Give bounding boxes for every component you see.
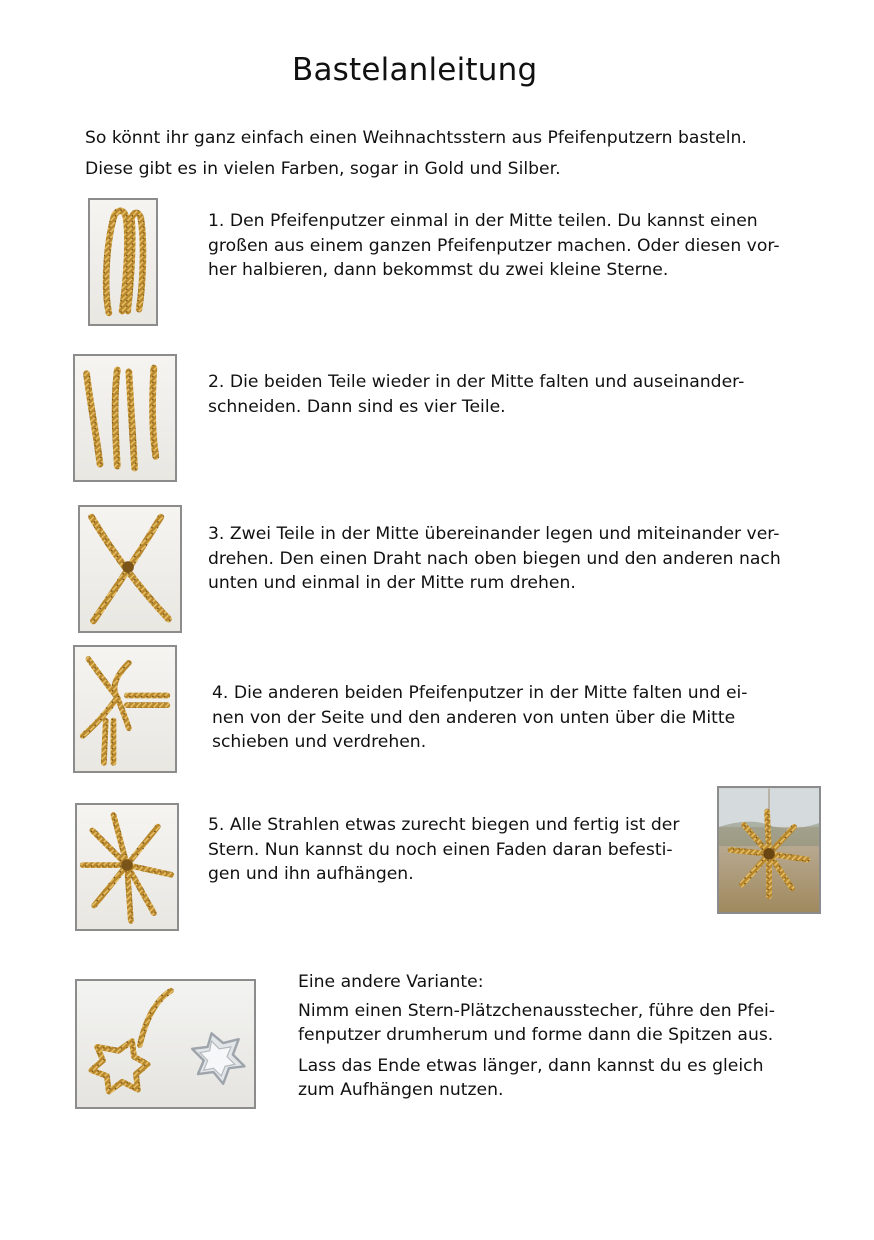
intro-line: So könnt ihr ganz einfach einen Weihnachtsstern aus Pfeifenputzern basteln. — [85, 128, 747, 148]
page-title: Bastelanleitung — [292, 52, 538, 88]
step-1-photo — [88, 198, 158, 326]
step-5-text — [208, 813, 679, 887]
variant-text — [298, 970, 775, 1103]
intro-line: Diese gibt es in vielen Farben, sogar in Gold und Silber. — [85, 158, 561, 179]
step-line: 4. Die anderen beiden Pfeifenputzer in der Mitte falten und ei- — [212, 683, 748, 703]
step-4-photo — [73, 645, 177, 773]
variant-heading: Eine andere Variante: — [298, 972, 484, 992]
step-line: 2. Die beiden Teile wieder in der Mitte falten und auseinander- — [208, 372, 745, 392]
step-5-photo — [75, 803, 179, 931]
variant-line: Lass das Ende etwas länger, dann kannst du es gleich — [298, 1055, 764, 1076]
step-2-text — [208, 370, 744, 419]
step-1-text — [208, 209, 780, 283]
step-2-photo — [73, 354, 177, 482]
variant-line: zum Aufhängen nutzen. — [298, 1080, 504, 1100]
step-line: Stern. Nun kannst du noch einen Faden daran befesti- — [208, 839, 673, 860]
variant-photo — [75, 979, 256, 1109]
variant-line: Nimm einen Stern-Plätzchenausstecher, führe den Pfei- — [298, 1000, 776, 1021]
step-line: drehen. Den einen Draht nach oben biegen und den anderen nach — [208, 548, 781, 569]
step-3-text — [208, 522, 781, 596]
step-line: 3. Zwei Teile in der Mitte übereinander legen und miteinander ver- — [208, 524, 780, 544]
step-line: schieben und verdrehen. — [212, 732, 427, 752]
step-line: schneiden. Dann sind es vier Teile. — [208, 396, 506, 417]
hanging-star-photo — [717, 786, 821, 914]
step-line: her halbieren, dann bekommst du zwei kleine Sterne. — [208, 260, 669, 280]
step-line: gen und ihn aufhängen. — [208, 864, 414, 884]
step-line: nen von der Seite und den anderen von unten über die Mitte — [212, 707, 736, 728]
step-line: unten und einmal in der Mitte rum drehen. — [208, 573, 576, 593]
step-4-text — [212, 681, 748, 755]
intro-text — [85, 126, 747, 181]
step-line: 5. Alle Strahlen etwas zurecht biegen und fertig ist der — [208, 815, 680, 835]
step-3-photo — [78, 505, 182, 633]
step-line: großen aus einem ganzen Pfeifenputzer machen. Oder diesen vor- — [208, 235, 780, 256]
step-line: 1. Den Pfeifenputzer einmal in der Mitte teilen. Du kannst einen — [208, 211, 758, 231]
variant-line: fenputzer drumherum und forme dann die Spitzen aus. — [298, 1025, 774, 1045]
